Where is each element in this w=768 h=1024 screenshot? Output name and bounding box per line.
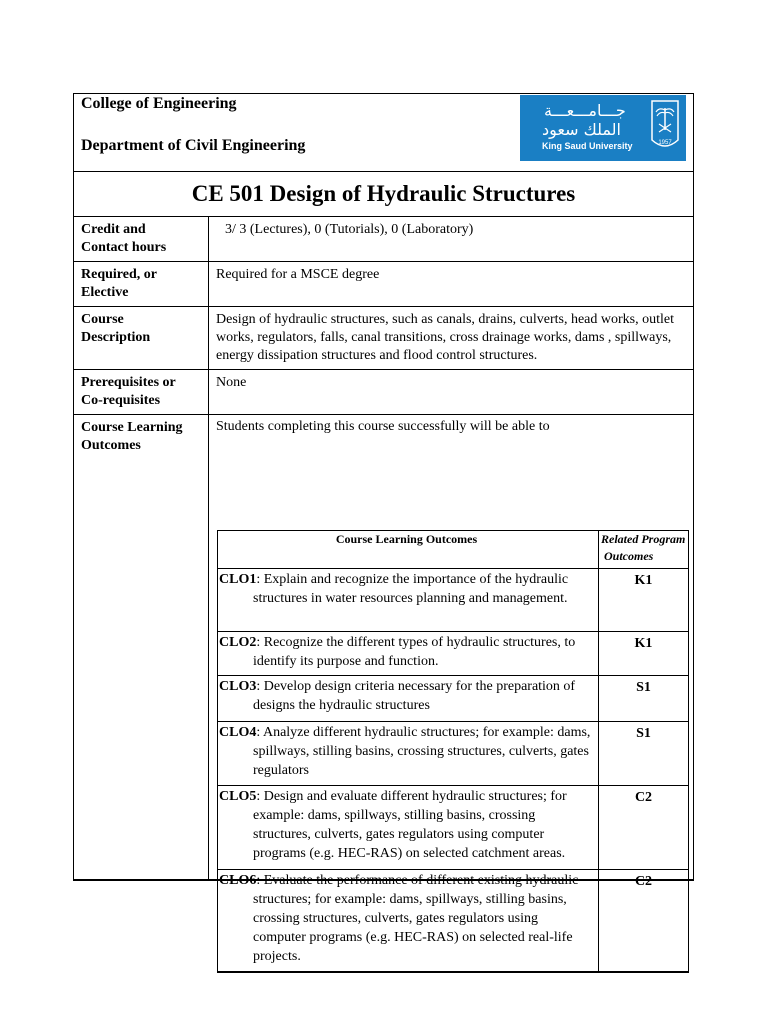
clo-program-outcome: S1 xyxy=(636,680,651,695)
clo-program-outcome: K1 xyxy=(634,636,653,651)
course-spec-table xyxy=(73,93,694,964)
clo-row xyxy=(218,632,688,676)
clo-text: : Explain and recognize the importance of the hydraulic structures in water resources planning and management. xyxy=(253,572,569,606)
clo-text: : Design and evaluate different hydraulic structures; for example: dams, spillways, stilling basins, crossing structures, culverts, gates regulators using computer programs (e.g. HEC-RAS) on selected catchment areas. xyxy=(253,789,567,861)
outcomes-label xyxy=(74,415,209,879)
clo-header-program-line1: Related Program xyxy=(601,532,686,546)
clo-program-outcome: S1 xyxy=(636,726,651,741)
required-label-line2: Elective xyxy=(81,285,129,300)
required-value: Required for a MSCE degree xyxy=(216,267,380,282)
clo-description xyxy=(218,870,599,971)
credit-row xyxy=(74,217,693,262)
logo-arabic-line1: جـــامـــعـــة xyxy=(544,101,626,120)
clo-text: : Develop design criteria necessary for the preparation of designs the hydraulic structures xyxy=(253,679,576,713)
clo-header-program-line2: Outcomes xyxy=(604,549,654,563)
credit-label xyxy=(74,217,209,261)
required-row xyxy=(74,262,693,307)
clo-text: : Evaluate the performance of different existing hydraulic structures; for example: dams, spillways, stilling basins, crossing structures, culverts, gates regulators using computer programs (e.g. HEC-RAS) on selected real-life projects. xyxy=(253,873,579,964)
clo-id: CLO6 xyxy=(219,873,257,888)
clo-header-outcomes: Course Learning Outcomes xyxy=(218,531,599,568)
clo-id: CLO3 xyxy=(219,679,257,694)
ksu-logo xyxy=(520,95,686,161)
clo-description xyxy=(218,569,599,631)
header-row xyxy=(74,94,693,172)
clo-header-program xyxy=(599,531,688,568)
logo-year: 1957 xyxy=(658,140,672,146)
logo-arabic-line2: الملك سعود xyxy=(542,120,621,139)
required-label-line1: Required, or xyxy=(81,267,157,282)
clo-id: CLO2 xyxy=(219,635,257,650)
clo-header-row xyxy=(218,531,688,569)
description-label-line1: Course xyxy=(81,312,124,327)
clo-id: CLO1 xyxy=(219,572,257,587)
course-title: CE 501 Design of Hydraulic Structures xyxy=(191,181,576,206)
description-label xyxy=(74,307,209,369)
clo-id: CLO4 xyxy=(219,725,257,740)
logo-english-name: King Saud University xyxy=(542,141,633,151)
clo-description xyxy=(218,632,599,675)
clo-text: : Recognize the different types of hydraulic structures, to identify its purpose and function. xyxy=(253,635,576,669)
prereq-value: None xyxy=(216,375,247,390)
clo-program-outcome: C2 xyxy=(634,790,653,805)
prereq-label-line1: Prerequisites or xyxy=(81,375,176,390)
prereq-row xyxy=(74,370,693,415)
clo-row xyxy=(218,676,688,722)
credit-label-line1: Credit and xyxy=(81,222,146,237)
clo-text: : Analyze different hydraulic structures; for example: dams, spillways, stilling basins, crossing structures, culverts, gates regulators xyxy=(253,725,591,778)
outcomes-label-line2: Outcomes xyxy=(81,438,141,453)
clo-description xyxy=(218,786,599,869)
palm-emblem-icon xyxy=(651,100,679,152)
college-name: College of Engineering xyxy=(81,95,237,112)
clo-description xyxy=(218,722,599,785)
clo-program-outcome: C2 xyxy=(634,874,653,889)
title-row xyxy=(74,172,693,217)
department-name: Department of Civil Engineering xyxy=(81,137,306,154)
credit-value: 3/ 3 (Lectures), 0 (Tutorials), 0 (Laboratory) xyxy=(225,222,474,237)
outcomes-intro: Students completing this course successfully will be able to xyxy=(216,419,550,434)
description-label-line2: Description xyxy=(81,330,151,345)
credit-label-line2: Contact hours xyxy=(81,240,167,255)
clo-row xyxy=(218,870,688,971)
clo-row xyxy=(218,722,688,786)
prereq-label-line2: Co-requisites xyxy=(81,393,161,408)
clo-row xyxy=(218,569,688,632)
description-row xyxy=(74,307,693,370)
clo-program-outcome: K1 xyxy=(634,573,653,588)
clo-description xyxy=(218,676,599,721)
clo-table xyxy=(217,530,689,973)
clo-id: CLO5 xyxy=(219,789,257,804)
prereq-label xyxy=(74,370,209,414)
required-label xyxy=(74,262,209,306)
outcomes-label-line1: Course Learning xyxy=(81,420,183,435)
description-value: Design of hydraulic structures, such as canals, drains, culverts, head works, outlet works, regulators, falls, canal transitions, cross drainage works, dams , spillways, energy dissipation structures and flood control structures. xyxy=(216,312,674,363)
clo-row xyxy=(218,786,688,870)
